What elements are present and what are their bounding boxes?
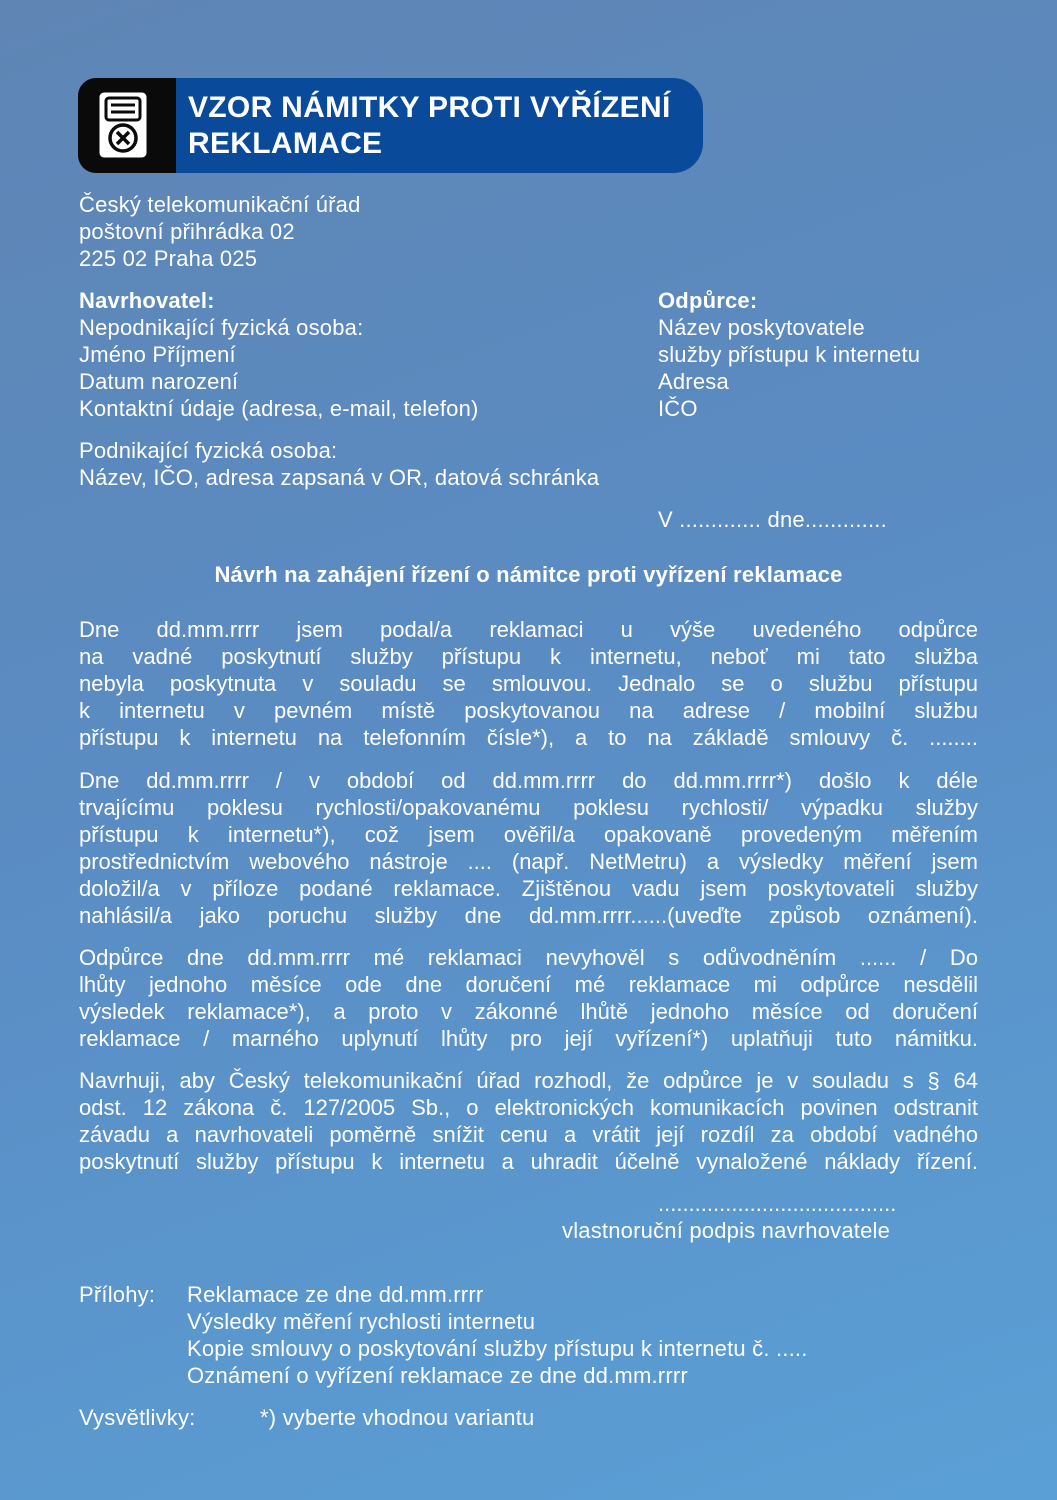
paragraph-4-line: závadu a navrhovateli poměrně snížit cenu a vrátit její rozdíl za období vadného [79,1122,978,1147]
recipient-line-1: Český telekomunikační úřad [79,192,361,217]
paragraph-1-line: k internetu v pevném místě poskytovanou na adrese / mobilní službu [79,698,978,723]
attachment-item: Kopie smlouvy o poskytování služby přístupu k internetu č. ..... [187,1336,808,1361]
notes-label: Vysvětlivky: [79,1405,196,1430]
attachment-item: Reklamace ze dne dd.mm.rrrr [187,1282,484,1307]
banner-icon-box [78,78,176,173]
recipient-line-3: 225 02 Praha 025 [79,246,258,271]
claimant-line-5: Podnikající fyzická osoba: [79,438,338,463]
claimant-heading: Navrhovatel: [79,288,215,313]
paragraph-3-line: lhůty jednoho měsíce ode dne doručení mé reklamace mi odpůrce nesdělil [79,972,978,997]
signature-label: vlastnoruční podpis navrhovatele [562,1218,891,1243]
recipient-line-2: poštovní přihrádka 02 [79,219,295,244]
notes-text: *) vyberte vhodnou variantu [260,1405,535,1430]
paragraph-1-line: Dne dd.mm.rrrr jsem podal/a reklamaci u výše uvedeného odpůrce [79,617,978,642]
place-date: V ............. dne............. [658,507,887,532]
page-title [188,90,688,162]
paragraph-2-line: přístupu k internetu*), což jsem ověřil/a opakovaně provedeným měřením [79,822,978,847]
paragraph-2-line: Dne dd.mm.rrrr / v období od dd.mm.rrrr do dd.mm.rrrr*) došlo k déle [79,768,978,793]
respondent-line-1: Název poskytovatele [658,315,865,340]
claimant-line-6: Název, IČO, adresa zapsaná v OR, datová schránka [79,465,600,490]
paragraph-3-line: Odpůrce dne dd.mm.rrrr mé reklamaci nevyhověl s odůvodněním ...... / Do [79,945,978,970]
paragraph-3-line: výsledek reklamace*), a proto v zákonné lhůtě jednoho měsíce od doručení [79,999,978,1024]
respondent-line-2: služby přístupu k internetu [658,342,921,367]
claimant-line-4: Kontaktní údaje (adresa, e-mail, telefon) [79,396,479,421]
header-banner [78,78,703,173]
title-line-2: REKLAMACE [188,127,383,160]
paragraph-4 [79,1067,978,1175]
respondent-heading: Odpůrce: [658,288,758,313]
claimant-line-2: Jméno Příjmení [79,342,236,367]
paragraph-2-line: prostřednictvím webového nástroje .... (např. NetMetru) a výsledky měření jsem [79,849,978,874]
claimant-line-3: Datum narození [79,369,239,394]
attachment-item: Výsledky měření rychlosti internetu [187,1309,536,1334]
attachment-item: Oznámení o vyřízení reklamace ze dne dd.mm.rrrr [187,1363,688,1388]
document-title: Návrh na zahájení řízení o námitce proti vyřízení reklamace [214,562,843,587]
paragraph-1-line: nebyla poskytnuta v souladu se smlouvou. Jednalo se o službu přístupu [79,671,978,696]
paragraph-2 [79,767,978,929]
paragraph-3-line: reklamace / marného uplynutí lhůty pro její vyřízení*) uplatňuji tuto námitku. [79,1026,978,1051]
paragraph-4-line: odst. 12 zákona č. 127/2005 Sb., o elektronických komunikacích povinen odstranit [79,1095,978,1120]
signature-line: ....................................... [658,1191,897,1216]
paragraph-2-line: nahlásil/a jako poruchu služby dne dd.mm.rrrr......(uveďte způsob oznámení). [79,903,978,928]
paragraph-2-line: trvajícímu poklesu rychlosti/opakovanému poklesu rychlosti/ výpadku služby [79,795,978,820]
paragraph-3 [79,944,978,1052]
attachments-label: Přílohy: [79,1282,156,1307]
claimant-line-1: Nepodnikající fyzická osoba: [79,315,364,340]
paragraph-1 [79,616,978,751]
paragraph-2-line: doložil/a v příloze podané reklamace. Zjištěnou vadu jsem poskytovateli služby [79,876,978,901]
paragraph-1-line: na vadné poskytnutí služby přístupu k internetu, neboť mi tato služba [79,644,978,669]
respondent-line-4: IČO [658,396,698,421]
respondent-line-3: Adresa [658,369,729,394]
document-cancel-icon [92,88,162,163]
paragraph-4-line: Navrhuji, aby Český telekomunikační úřad rozhodl, že odpůrce je v souladu s § 64 [79,1068,978,1093]
paragraph-1-line: přístupu k internetu na telefonním čísle*), a to na základě smlouvy č. ........ [79,725,978,750]
paragraph-4-line: poskytnutí služby přístupu k internetu a uhradit účelně vynaložené náklady řízení. [79,1149,978,1174]
title-line-1: VZOR NÁMITKY PROTI VYŘÍZENÍ [188,91,671,124]
